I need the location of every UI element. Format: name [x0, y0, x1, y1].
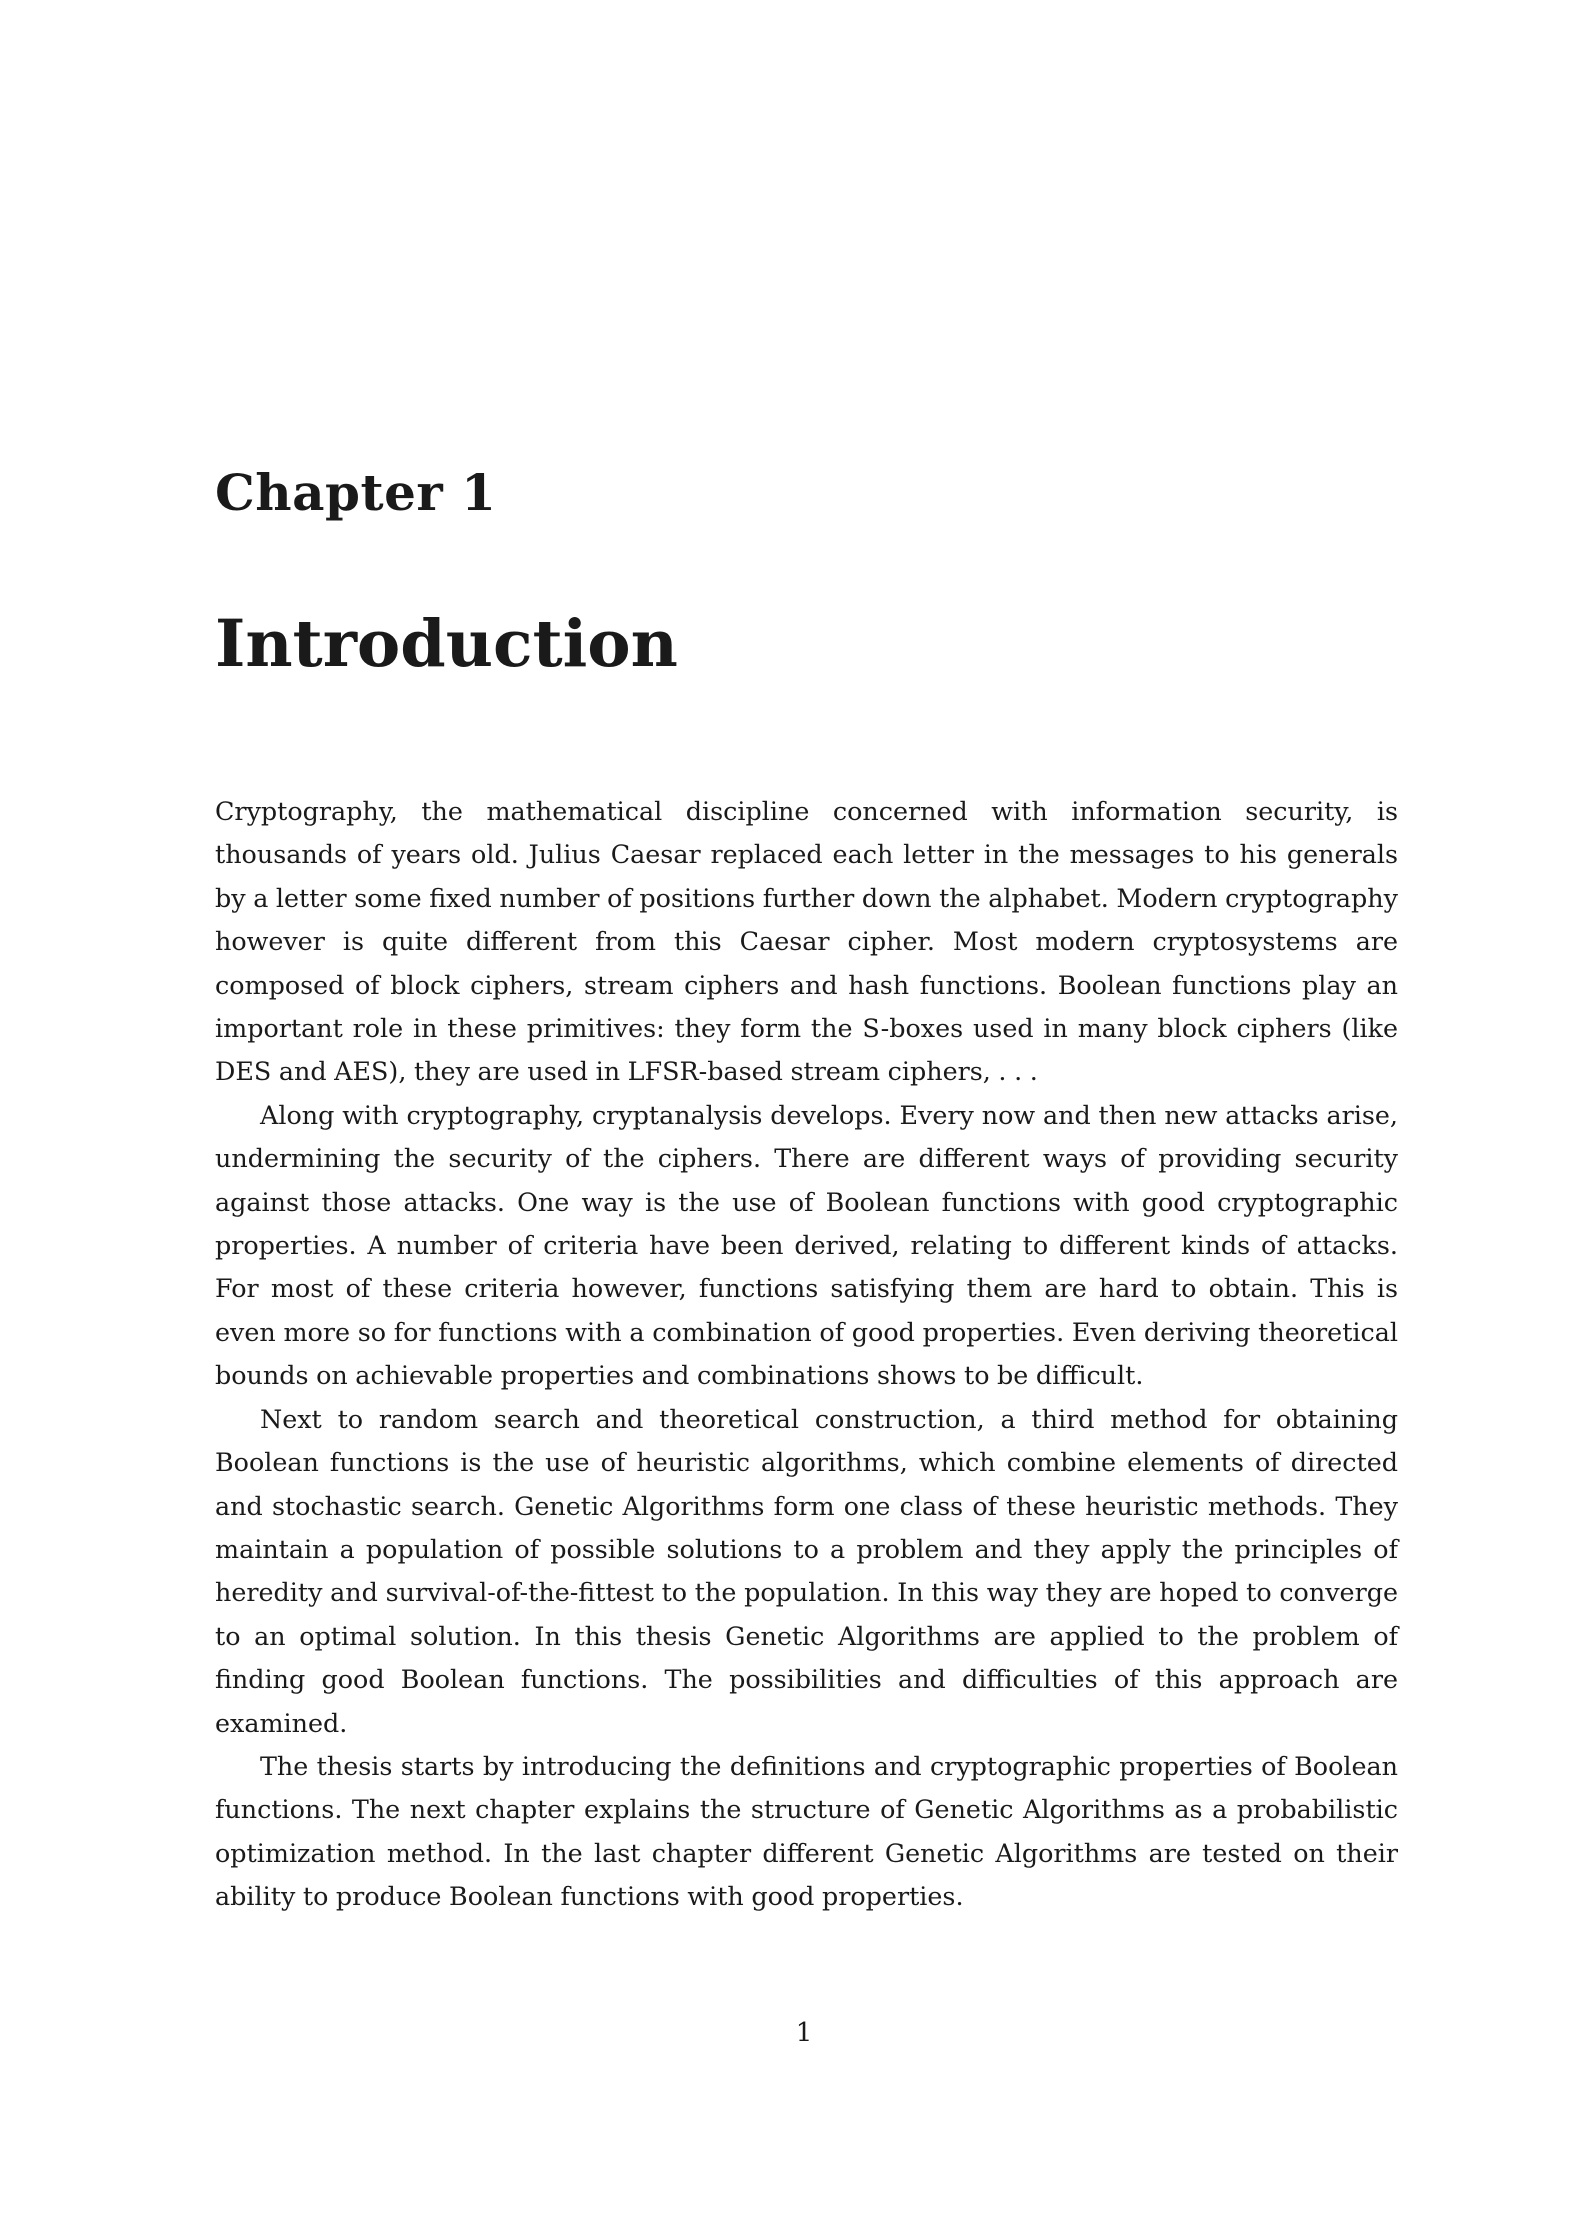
page-number: 1	[795, 2018, 813, 2048]
chapter-title: Introduction	[215, 606, 678, 682]
paragraph: Next to random search and theoretical construction, a third method for obtaining Boolean functions is the use of heuristic algorithms, which combine elements of directed and stochastic search. Genetic Algorithms form one class of these heuristic methods. They maintain a population of possible solutions to a problem and they apply the principles of heredity and survival-of-the-fittest to the population. In this way they are hoped to converge to an optimal solution. In this thesis Genetic Algorithms are applied to the problem of finding good Boolean functions. The possibilities and difficulties of this approach are examined.	[215, 1403, 1398, 1738]
body-text	[215, 790, 1398, 1919]
chapter-label: Chapter 1	[215, 463, 497, 522]
paragraph: The thesis starts by introducing the definitions and cryptographic properties of Boolean functions. The next chapter explains the structure of Genetic Algorithms as a probabilistic optimization method. In the last chapter different Genetic Algorithms are tested on their ability to produce Boolean functions with good properties.	[215, 1750, 1398, 1912]
paragraph: Cryptography, the mathematical discipline concerned with information security, is thousands of years old. Julius Caesar replaced each letter in the messages to his generals by a letter some fixed number of positions further down the alphabet. Modern cryptography however is quite different from this Caesar cipher. Most modern cryptosystems are composed of block ciphers, stream ciphers and hash functions. Boolean functions play an important role in these primitives: they form the S-boxes used in many block ciphers (like DES and AES), they are used in LFSR-based stream ciphers, . . .	[215, 796, 1398, 1087]
paragraph: Along with cryptography, cryptanalysis develops. Every now and then new attacks arise, undermining the security of the ciphers. There are different ways of providing security against those attacks. One way is the use of Boolean functions with good cryptographic properties. A number of criteria have been derived, relating to different kinds of attacks. For most of these criteria however, functions satisfying them are hard to obtain. This is even more so for functions with a combination of good properties. Even deriving theoretical bounds on achievable properties and combinations shows to be difficult.	[215, 1099, 1398, 1391]
